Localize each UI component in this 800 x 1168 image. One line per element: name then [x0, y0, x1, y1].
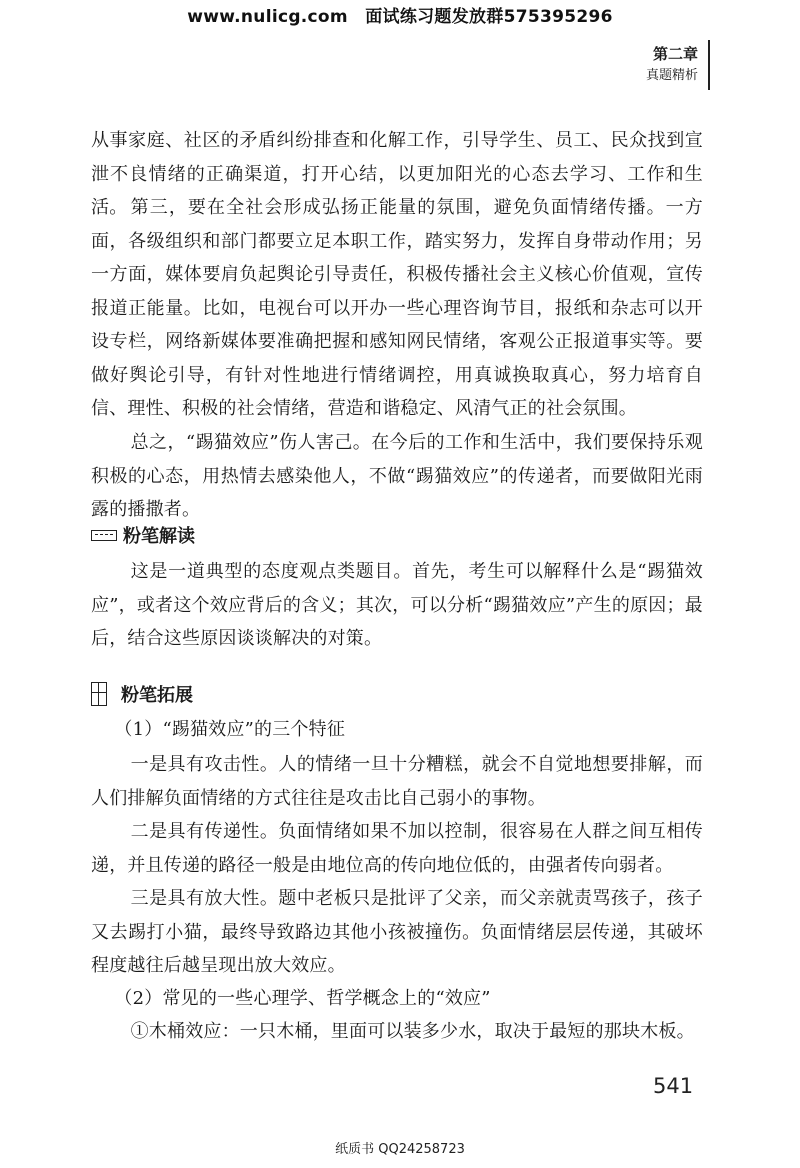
tuozhan-heading-text: 粉笔拓展 [121, 685, 193, 706]
tuozhan-subheading-2: （2）常见的一些心理学、哲学概念上的“效应” [114, 988, 491, 1009]
tuozhan-subheading-1: （1）“踢猫效应”的三个特征 [114, 719, 346, 740]
tuozhan-paragraph-1: 一是具有攻击性。人的情绪一旦十分糟糕，就会不自觉地想要排解，而人们排解负面情绪的方式往往是攻击比自己弱小的事物。 [91, 754, 703, 809]
page-number: 541 [653, 1074, 694, 1098]
top-banner: www.nulicg.com 面试练习题发放群575395296 [187, 7, 613, 27]
grid-icon [91, 682, 107, 706]
tuozhan-paragraph-4: ①木桶效应：一只木桶，里面可以装多少水，取决于最短的那块木板。 [130, 1021, 695, 1042]
chalk-box-icon [91, 530, 117, 541]
tuozhan-heading [91, 681, 193, 707]
paragraph-2: 第三，要在全社会形成弘扬正能量的氛围，避免负面情绪传播。一方面，各级组织和部门都要立足本职工作，踏实努力，发挥自身带动作用；另一方面，媒体要肩负起舆论引导责任，积极传播社会主义核心价值观，宣传报道正能量。比如，电视台可以开办一些心理咨询节目，报纸和杂志可以开设专栏，网络新媒体要准确把握和感知网民情绪，客观公正报道事实等。要做好舆论引导，有针对性地进行情绪调控，用真诚换取真心，努力培育自信、理性、积极的社会情绪，营造和谐稳定、风清气正的社会氛围。 [91, 197, 703, 419]
tuozhan-paragraph-3: 三是具有放大性。题中老板只是批评了父亲，而父亲就责骂孩子，孩子又去踢打小猫，最终导致路边其他小孩被撞伤。负面情绪层层传递，其破坏程度越往后越呈现出放大效应。 [91, 888, 703, 976]
footer-note: 纸质书 QQ24258723 [335, 1142, 465, 1157]
section-title: 真题精析 [645, 68, 698, 83]
tuozhan-paragraph-2: 二是具有传递性。负面情绪如果不加以控制，很容易在人群之间互相传递，并且传递的路径一般是由地位高的传向地位低的，由强者传向弱者。 [91, 821, 703, 876]
header-rule [708, 40, 710, 90]
jiedu-heading-text: 粉笔解读 [123, 526, 195, 547]
paragraph-1: 从事家庭、社区的矛盾纠纷排查和化解工作，引导学生、员工、民众找到宣泄不良情绪的正确渠道，打开心结，以更加阳光的心态去学习、工作和生活。 [91, 130, 703, 218]
running-header [646, 43, 698, 87]
jiedu-paragraph: 这是一道典型的态度观点类题目。首先，考生可以解释什么是“踢猫效应”，或者这个效应背后的含义；其次，可以分析“踢猫效应”产生的原因；最后，结合这些原因谈谈解决的对策。 [91, 561, 703, 649]
jiedu-heading [91, 522, 195, 548]
paragraph-3: 总之，“踢猫效应”伤人害己。在今后的工作和生活中，我们要保持乐观积极的心态，用热情去感染他人，不做“踢猫效应”的传递者，而要做阳光雨露的播撒者。 [91, 432, 703, 520]
chapter-title: 第二章 [652, 45, 698, 63]
